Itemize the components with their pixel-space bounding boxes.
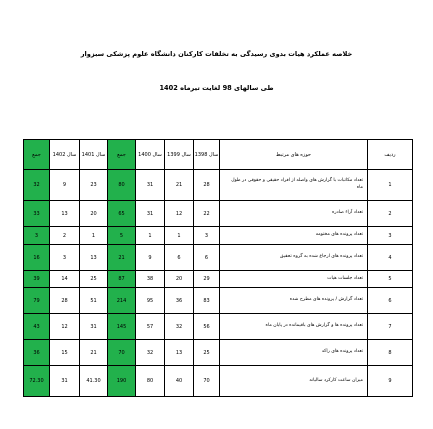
cell-year-1399: 12 <box>165 201 194 227</box>
cell-year-1401: 31 <box>80 314 108 340</box>
cell-total-left: 70 <box>108 340 136 366</box>
cell-year-1401: 21 <box>80 340 108 366</box>
header-year-1401: سال 1401 <box>80 140 108 170</box>
table-row <box>24 314 413 340</box>
cell-year-1398: 22 <box>194 201 220 227</box>
cell-total-left: 21 <box>108 245 136 271</box>
cell-row-number: 6 <box>368 288 413 314</box>
cell-year-1400: 57 <box>136 314 165 340</box>
cell-year-1401: 20 <box>80 201 108 227</box>
header-year-1398: سال 1398 <box>194 140 220 170</box>
cell-year-1399: 6 <box>165 245 194 271</box>
header-year-1402: سال 1402 <box>50 140 80 170</box>
cell-total-left: 65 <box>108 201 136 227</box>
cell-year-1400: 32 <box>136 340 165 366</box>
table-row <box>24 288 413 314</box>
cell-total-left: 87 <box>108 271 136 288</box>
cell-total-right: 33 <box>24 201 50 227</box>
document-title: خلاصه عملکرد هیات بدوی رسیدگی به تخلفات کارکنان دانشگاه علوم پزشکی سبزوار <box>80 50 353 58</box>
cell-topic: تعداد پرونده های راکد <box>220 340 368 366</box>
header-total-left: جمع <box>108 140 136 170</box>
table-header-row <box>24 140 413 170</box>
header-year-1399: سال 1399 <box>165 140 194 170</box>
cell-year-1402: 28 <box>50 288 80 314</box>
cell-total-right: 43 <box>24 314 50 340</box>
cell-total-right: 36 <box>24 340 50 366</box>
table-row <box>24 227 413 245</box>
cell-year-1400: 95 <box>136 288 165 314</box>
cell-year-1399: 20 <box>165 271 194 288</box>
cell-year-1402: 15 <box>50 340 80 366</box>
document-subtitle: طی سالهای 98 لغایت تیرماه 1402 <box>159 84 274 92</box>
cell-year-1398: 56 <box>194 314 220 340</box>
cell-year-1398: 6 <box>194 245 220 271</box>
cell-year-1399: 13 <box>165 340 194 366</box>
cell-row-number: 9 <box>368 366 413 397</box>
table-row <box>24 201 413 227</box>
cell-year-1400: 38 <box>136 271 165 288</box>
cell-topic: میزان ساعت کارکرد سالیانه <box>220 366 368 397</box>
cell-total-left: 145 <box>108 314 136 340</box>
cell-row-number: 2 <box>368 201 413 227</box>
cell-year-1402: 13 <box>50 201 80 227</box>
cell-year-1399: 21 <box>165 170 194 201</box>
table-row <box>24 245 413 271</box>
cell-year-1400: 1 <box>136 227 165 245</box>
cell-row-number: 7 <box>368 314 413 340</box>
cell-year-1402: 14 <box>50 271 80 288</box>
header-row-number: ردیف <box>368 140 413 170</box>
cell-year-1400: 80 <box>136 366 165 397</box>
cell-year-1401: 51 <box>80 288 108 314</box>
cell-year-1398: 3 <box>194 227 220 245</box>
cell-year-1398: 29 <box>194 271 220 288</box>
table-row <box>24 170 413 201</box>
cell-year-1398: 70 <box>194 366 220 397</box>
performance-table <box>23 139 413 397</box>
cell-year-1402: 9 <box>50 170 80 201</box>
header-topic: حوزه های مرتبط <box>220 140 368 170</box>
cell-total-right: 79 <box>24 288 50 314</box>
cell-total-left: 214 <box>108 288 136 314</box>
cell-total-right: 3 <box>24 227 50 245</box>
cell-total-left: 190 <box>108 366 136 397</box>
cell-total-right: 32 <box>24 170 50 201</box>
cell-year-1402: 31 <box>50 366 80 397</box>
cell-topic: تعداد پرونده های ارجاع شده به گروه تحقیق <box>220 245 368 271</box>
header-total-right: جمع <box>24 140 50 170</box>
cell-topic: تعداد آراء صادره <box>220 201 368 227</box>
table-row <box>24 271 413 288</box>
table-row <box>24 340 413 366</box>
cell-total-right: 16 <box>24 245 50 271</box>
cell-total-right: 72.30 <box>24 366 50 397</box>
cell-total-right: 39 <box>24 271 50 288</box>
cell-year-1398: 25 <box>194 340 220 366</box>
cell-year-1399: 36 <box>165 288 194 314</box>
cell-topic: تعداد گزارش / پرونده های مطرح شده <box>220 288 368 314</box>
cell-row-number: 5 <box>368 271 413 288</box>
cell-total-left: 80 <box>108 170 136 201</box>
cell-topic: تعداد جلسات هیات <box>220 271 368 288</box>
cell-year-1402: 3 <box>50 245 80 271</box>
cell-row-number: 4 <box>368 245 413 271</box>
table-row <box>24 366 413 397</box>
header-year-1400: سال 1400 <box>136 140 165 170</box>
cell-year-1401: 41.30 <box>80 366 108 397</box>
cell-topic: تعداد پرونده های مختومه <box>220 227 368 245</box>
cell-year-1400: 31 <box>136 170 165 201</box>
cell-year-1400: 9 <box>136 245 165 271</box>
cell-year-1399: 32 <box>165 314 194 340</box>
cell-year-1400: 31 <box>136 201 165 227</box>
cell-year-1401: 25 <box>80 271 108 288</box>
cell-year-1399: 1 <box>165 227 194 245</box>
cell-year-1402: 12 <box>50 314 80 340</box>
cell-row-number: 1 <box>368 170 413 201</box>
cell-year-1401: 1 <box>80 227 108 245</box>
cell-year-1401: 23 <box>80 170 108 201</box>
cell-topic: تعداد مکاتبات با گزارش های واصله از افراد حقیقی و حقوقی در طول ماه <box>220 170 368 201</box>
cell-year-1398: 83 <box>194 288 220 314</box>
cell-total-left: 5 <box>108 227 136 245</box>
cell-row-number: 8 <box>368 340 413 366</box>
cell-topic: تعداد پرونده ها و گزارش های باقیمانده در پایان ماه <box>220 314 368 340</box>
cell-year-1399: 40 <box>165 366 194 397</box>
cell-row-number: 3 <box>368 227 413 245</box>
cell-year-1401: 13 <box>80 245 108 271</box>
cell-year-1402: 2 <box>50 227 80 245</box>
cell-year-1398: 28 <box>194 170 220 201</box>
